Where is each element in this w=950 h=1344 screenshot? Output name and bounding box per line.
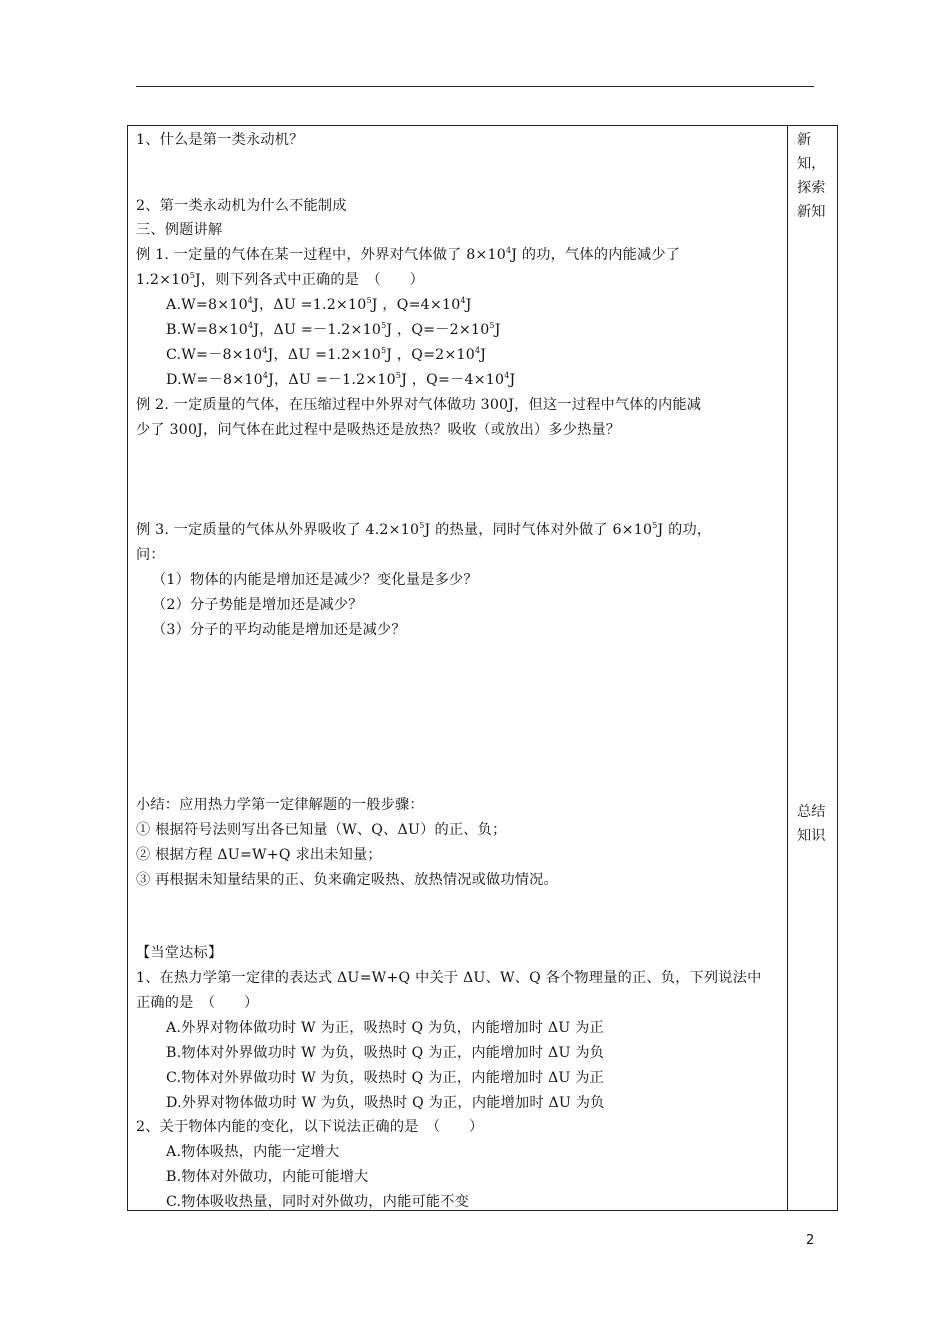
example-3-sub-2: （2）分子势能是增加还是减少？ [152,597,363,613]
practice-q1-option-d: D.外界对物体做功时 W 为负，吸热时 Q 为正，内能增加时 ΔU 为负 [166,1095,605,1111]
summary-title: 小结：应用热力学第一定律解题的一般步骤： [136,797,424,813]
example-1-line-1: 例 1. 一定量的气体在某一过程中，外界对气体做了 $8\times 10^4J$ 的功，气体的内能减少了 [136,246,681,263]
practice-q1-line-2: 正确的是 （ ） [136,995,259,1011]
example-2-line-2: 少了 300J，问气体在此过程中是吸热还是放热？吸收（或放出）多少热量？ [136,422,621,438]
side-label-line: 探索 [797,180,826,196]
example-3-sub-3: （3）分子的平均动能是增加还是减少？ [152,622,406,638]
practice-q1-option-c: C.物体对外界做功时 W 为负，吸热时 Q 为正，内能增加时 ΔU 为正 [166,1070,605,1086]
practice-q2-option-b: B.物体对外做功，内能可能增大 [166,1169,369,1185]
section-heading-examples: 三、例题讲解 [136,222,223,238]
question-1: 1、什么是第一类永动机？ [136,132,304,148]
practice-q2-option-a: A.物体吸热，内能一定增大 [166,1144,340,1160]
header-rule [136,86,814,87]
side-label-line: 知， [797,156,826,172]
example-1-line-2: $1.2\times 10^5J$，则下列各式中正确的是 （ ） [136,271,425,288]
example-3-line-1: 例 3. 一定质量的气体从外界吸收了 $4.2\times 10^5J$ 的热量，同时气体对外做了 $6\times 10^5J$ 的功， [136,521,712,538]
example-1-option-a: $A.W=8\times 10^4J$，$\Delta U =1.2\times 10^5J$ ，$Q=4\times 10^4J$ [166,296,472,313]
question-2: 2、第一类永动机为什么不能制成 [136,198,347,214]
example-1-option-b: $B.W=8\times 10^4J$，$\Delta U =-1.2\times 10^5J$ ，$Q=-2\times 10^5J$ [166,321,501,338]
practice-q2-line: 2、关于物体内能的变化，以下说法正确的是 （ ） [136,1119,484,1135]
example-3-line-2: 问： [136,547,165,563]
column-divider [787,125,788,1211]
practice-q2-option-c: C.物体吸收热量，同时对外做功，内能可能不变 [166,1194,470,1210]
practice-title: 【当堂达标】 [136,945,223,961]
page-number: 2 [806,1233,815,1248]
summary-step-3: ③ 再根据未知量结果的正、负来确定吸热、放热情况或做功情况。 [136,872,558,888]
practice-q1-option-b: B.物体对外界做功时 W 为负，吸热时 Q 为正，内能增加时 ΔU 为负 [166,1045,605,1061]
example-3-sub-1: （1）物体的内能是增加还是减少？变化量是多少？ [152,572,478,588]
summary-step-1: ① 根据符号法则写出各已知量（W、Q、ΔU）的正、负； [136,822,507,838]
practice-q1-option-a: A.外界对物体做功时 W 为正，吸热时 Q 为负，内能增加时 ΔU 为正 [166,1020,604,1036]
side-label-line: 总结 [797,804,826,820]
side-label-line: 新知 [797,204,826,220]
example-1-option-c: $C.W=-8\times 10^4J$，$\Delta U =1.2\times 10^5J$ ，$Q=2\times 10^4J$ [166,346,487,363]
side-label-summary [797,800,825,848]
example-2-line-1: 例 2. 一定质量的气体，在压缩过程中外界对气体做功 300J，但这一过程中气体的内能减 [136,397,702,413]
example-1-option-d: $D.W=-8\times 10^4J$，$\Delta U =-1.2\times 10^5J$ ，$Q=-4\times 10^4J$ [166,371,516,388]
side-label-line: 新 [797,132,812,148]
side-label-line: 知识 [797,828,826,844]
summary-step-2: ② 根据方程 ΔU=W+Q 求出未知量； [136,847,382,863]
side-label-new-knowledge [797,128,825,224]
practice-q1-line-1: 1、在热力学第一定律的表达式 ΔU=W+Q 中关于 ΔU、W、Q 各个物理量的正、负，下列说法中 [136,970,762,986]
